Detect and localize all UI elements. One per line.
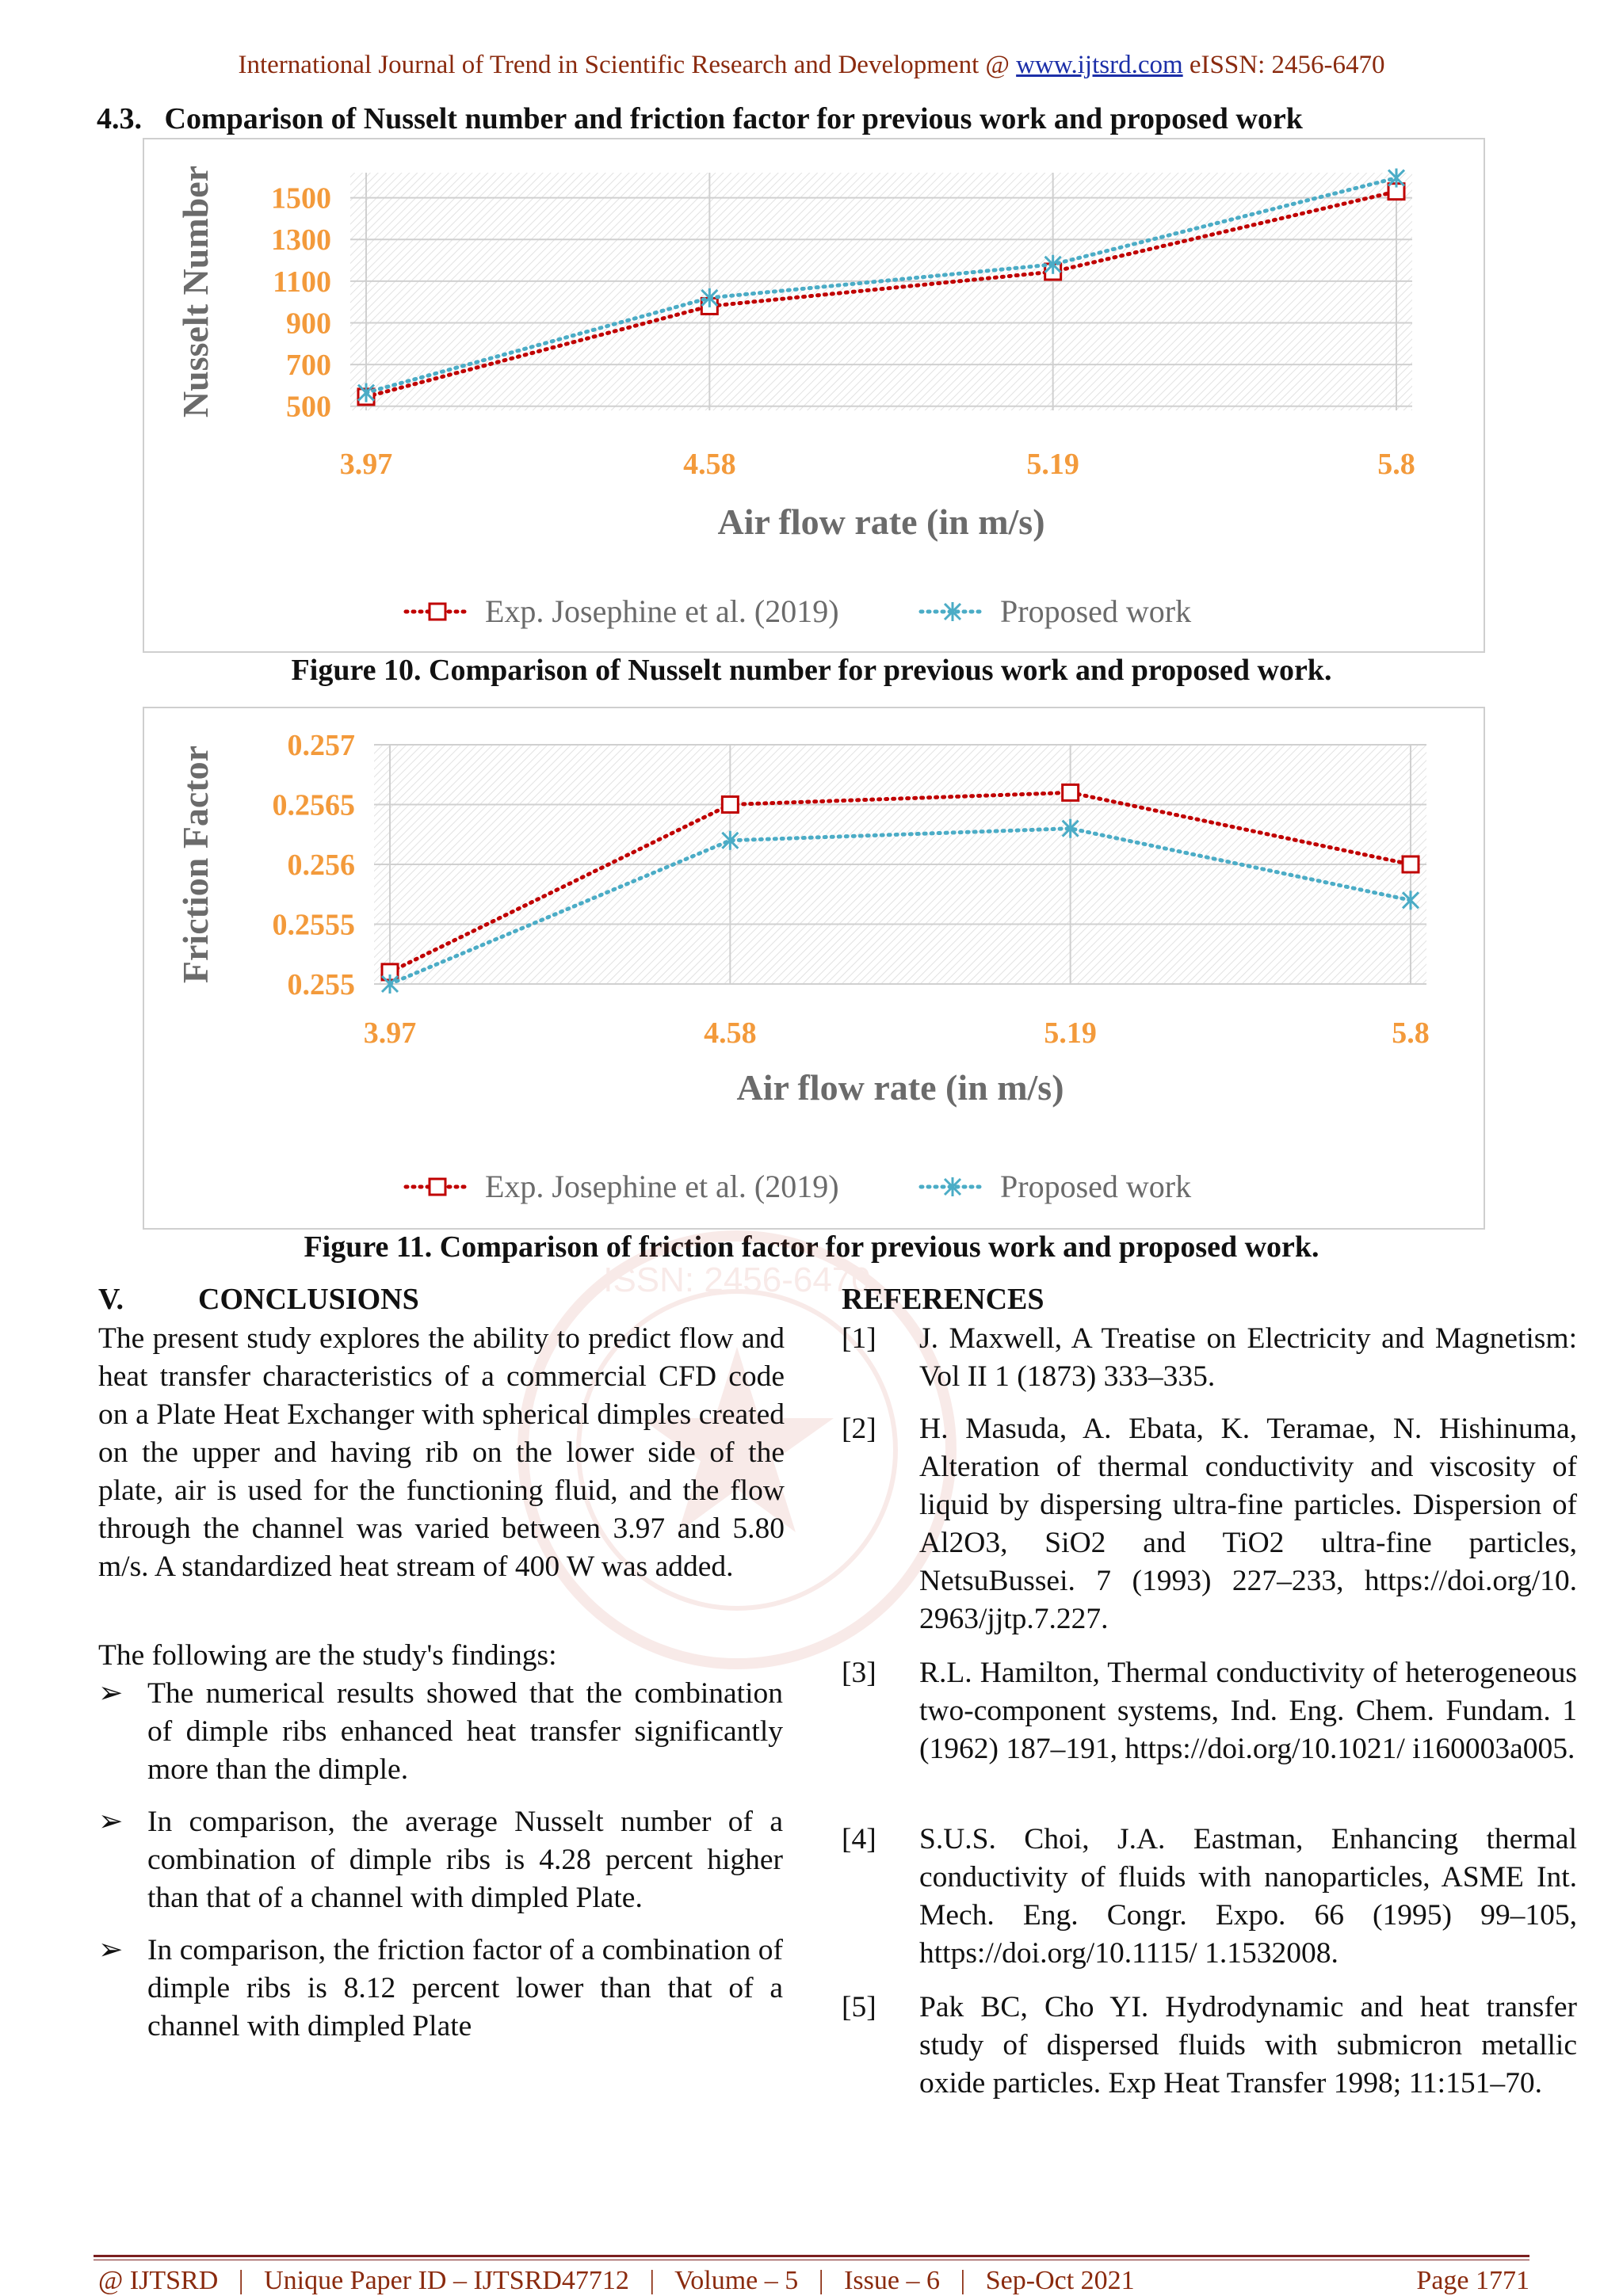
finding-item [98, 1932, 785, 2050]
reference-number: [2] [842, 1413, 876, 1445]
footer-rule [94, 2255, 1529, 2257]
legend-label: Proposed work [1000, 1169, 1192, 1204]
reference-number: [5] [842, 1991, 876, 2023]
x-tick-label: 5.19 [1044, 1016, 1097, 1050]
friction-chart-svg [144, 708, 1484, 1228]
page-number: Page 1771 [1416, 2266, 1529, 2295]
reference-text: H. Masuda, A. Ebata, K. Teramae, N. Hishinuma, Alteration of thermal conductivity and viscosity of liquid by dispersing ultra-fine particles. Dispersion of Al2O3, SiO2 and TiO2 ultra-fine particles, NetsuBussei. 7 (1993) 227–233, https://doi.org/10. 2963/jjtp.7.227. [919, 1413, 1577, 1635]
conclusions-heading-number: V. [98, 1283, 124, 1316]
y-tick-label: 700 [286, 349, 331, 383]
legend-label: Exp. Josephine et al. (2019) [485, 1169, 839, 1204]
y-tick-label: 0.2555 [272, 908, 355, 942]
conclusions-paragraph: The present study explores the ability to predict flow and heat transfer characteristics of a commercial CFD code on a Plate Heat Exchanger with spherical dimples created on the upper and having rib on the lower side of the plate, air is used for the functioning fluid, and the flow through the channel was varied between 3.97 and 5.80 m/s. A standardized heat stream of 400 W was added. [98, 1322, 785, 1583]
legend-label: Proposed work [1000, 593, 1192, 629]
figure-11-chart [143, 707, 1485, 1230]
conclusions-heading: CONCLUSIONS [198, 1283, 419, 1316]
x-tick-label: 3.97 [339, 448, 393, 481]
y-tick-label: 0.255 [287, 968, 355, 1001]
x-tick-label: 5.8 [1392, 1016, 1430, 1050]
y-axis-label: Friction Factor [175, 745, 216, 984]
reference-text: R.L. Hamilton, Thermal conductivity of heterogeneous two-component systems, Ind. Eng. Chem. Fundam. 1 (1962) 187–191, https://doi.org/10.1021/ i160003a005. [919, 1657, 1577, 1765]
figure-11-caption: Figure 11. Comparison of friction factor for previous work and proposed work. [304, 1230, 1319, 1264]
reference-item [842, 1654, 1577, 1813]
series-point-square [1063, 784, 1079, 800]
x-tick-label: 5.19 [1026, 448, 1079, 481]
finding-item [98, 1803, 785, 1922]
x-tick-label: 3.97 [363, 1016, 417, 1050]
reference-number: [1] [842, 1322, 876, 1355]
svg-text:ISSN: 2456-6470: ISSN: 2456-6470 [603, 1261, 871, 1299]
series-point-square [1403, 856, 1419, 872]
y-axis-label: Nusselt Number [175, 165, 216, 418]
footer-info: @ IJTSRD | Unique Paper ID – IJTSRD47712 | Volume – 5 | Issue – 6 | Sep-Oct 2021 [98, 2266, 1135, 2295]
journal-header [0, 51, 1623, 80]
y-tick-label: 900 [286, 307, 331, 341]
plot-area [350, 173, 1412, 410]
references-heading: REFERENCES [842, 1283, 1044, 1316]
bullet-arrow-icon: ➢ [98, 1934, 124, 1966]
figure-10-chart [143, 138, 1485, 653]
finding-text: In comparison, the average Nusselt number of a combination of dimple ribs is 4.28 percent higher than that of a channel with dimpled Plate. [147, 1806, 783, 1914]
reference-text: J. Maxwell, A Treatise on Electricity and Magnetism: Vol II 1 (1873) 333–335. [919, 1322, 1577, 1393]
y-tick-label: 0.2565 [272, 788, 355, 822]
reference-item [842, 1410, 1577, 1648]
finding-text: In comparison, the friction factor of a combination of dimple ribs is 8.12 percent lower than that of a channel with dimpled Plate [147, 1934, 783, 2042]
reference-number: [3] [842, 1657, 876, 1689]
x-axis-label: Air flow rate (in m/s) [736, 1067, 1064, 1108]
series-point-square [430, 1179, 445, 1195]
y-tick-label: 1500 [271, 181, 331, 215]
bullet-arrow-icon: ➢ [98, 1677, 124, 1710]
y-tick-label: 1100 [273, 265, 331, 299]
bullet-arrow-icon: ➢ [98, 1806, 124, 1838]
x-axis-label: Air flow rate (in m/s) [717, 502, 1045, 542]
y-tick-label: 0.257 [287, 729, 355, 762]
legend-label: Exp. Josephine et al. (2019) [485, 593, 839, 629]
section-title: 4.3. Comparison of Nusselt number and friction factor for previous work and proposed work [97, 102, 1303, 135]
journal-name: International Journal of Trend in Scientific Research and Development @ [238, 51, 1010, 79]
y-tick-label: 500 [286, 390, 331, 424]
finding-item [98, 1675, 785, 1794]
y-tick-label: 0.256 [287, 849, 355, 882]
y-tick-label: 1300 [271, 223, 331, 257]
reference-item [842, 1821, 1577, 1979]
figure-10-caption: Figure 10. Comparison of Nusselt number for previous work and proposed work. [291, 654, 1332, 687]
x-tick-label: 4.58 [704, 1016, 757, 1050]
reference-text: S.U.S. Choi, J.A. Eastman, Enhancing thermal conductivity of fluids with nanoparticles, ASME Int. Mech. Eng. Congr. Expo. 66 (1995) 99–105, https://doi.org/10.1115/ 1.1532008. [919, 1823, 1577, 1970]
finding-text: The numerical results showed that the combination of dimple ribs enhanced heat transfer significantly more than the dimple. [147, 1677, 783, 1786]
journal-url-link[interactable]: www.ijtsrd.com [1016, 51, 1183, 79]
findings-intro: The following are the study's findings: [98, 1639, 557, 1672]
x-tick-label: 5.8 [1377, 448, 1415, 481]
journal-eissn: eISSN: 2456-6470 [1189, 51, 1385, 79]
reference-text: Pak BC, Cho YI. Hydrodynamic and heat transfer study of dispersed fluids with submicron metallic oxide particles. Exp Heat Transfer 1998; 11:151–70. [919, 1991, 1577, 2100]
series-point-square [430, 604, 445, 620]
reference-item [842, 1320, 1577, 1399]
nusselt-chart-svg [144, 139, 1484, 651]
x-tick-label: 4.58 [683, 448, 736, 481]
reference-number: [4] [842, 1823, 876, 1855]
series-point-square [722, 797, 738, 813]
reference-item [842, 1989, 1577, 2147]
